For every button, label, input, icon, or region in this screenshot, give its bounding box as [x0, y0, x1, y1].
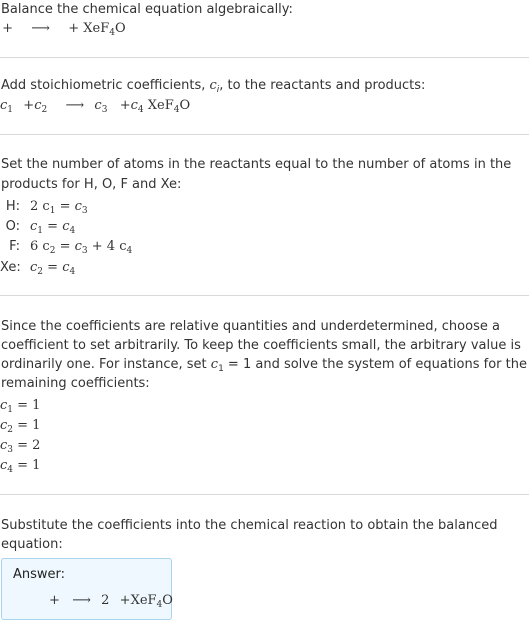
solve-text-line2: coefficient to set arbitrarily. To keep the coefficients small, the arbitrary value is	[1, 338, 521, 353]
coefficients-intro: Add stoichiometric coefficients, $c_i$, to the reactants and products:	[1, 78, 426, 95]
solve-text-line1: Since the coefficients are relative quantities and underdetermined, choose a	[1, 319, 500, 334]
divider	[0, 57, 529, 58]
answer-label: Answer:	[13, 567, 66, 582]
product-formula: XeF$_4$O	[83, 21, 126, 38]
divider	[0, 295, 529, 296]
answer-box	[1, 558, 172, 620]
reaction-arrow: ⟶	[65, 98, 85, 113]
substitute-text-line1: Substitute the coefficients into the chemical reaction to obtain the balanced	[1, 518, 498, 533]
substitute-text-line2: equation:	[1, 537, 63, 552]
solution-c4: $c_4 = 1$	[0, 458, 41, 475]
solve-text-line4: remaining coefficients:	[1, 376, 150, 391]
atoms-intro-line2: products for H, O, F and Xe:	[1, 177, 182, 192]
coefficient-equation: $c_1 +c_2$ ⟶ $c_3 +c_4$ XeF$_4$O	[0, 98, 191, 115]
solve-text-line3: ordinarily one. For instance, set $c_1 = 1$ and solve the system of equations for the	[1, 357, 527, 374]
atoms-intro-line1: Set the number of atoms in the reactants equal to the number of atoms in the	[1, 157, 512, 172]
intro-text: Balance the chemical equation algebraically:	[1, 2, 293, 17]
plus-sign: +	[68, 21, 80, 36]
divider	[0, 494, 529, 495]
solution-c2: $c_2 = 1$	[0, 418, 41, 435]
reaction-arrow: ⟶	[72, 593, 91, 608]
solution-c3: $c_3 = 2$	[0, 438, 41, 455]
reaction-arrow: ⟶	[31, 21, 50, 36]
plus-sign: +	[2, 21, 13, 36]
solution-c1: $c_1 = 1$	[0, 398, 41, 415]
unbalanced-equation	[1, 19, 126, 38]
divider	[0, 134, 529, 135]
balanced-equation: + ⟶ 2 +XeF$_4$O	[49, 593, 173, 610]
